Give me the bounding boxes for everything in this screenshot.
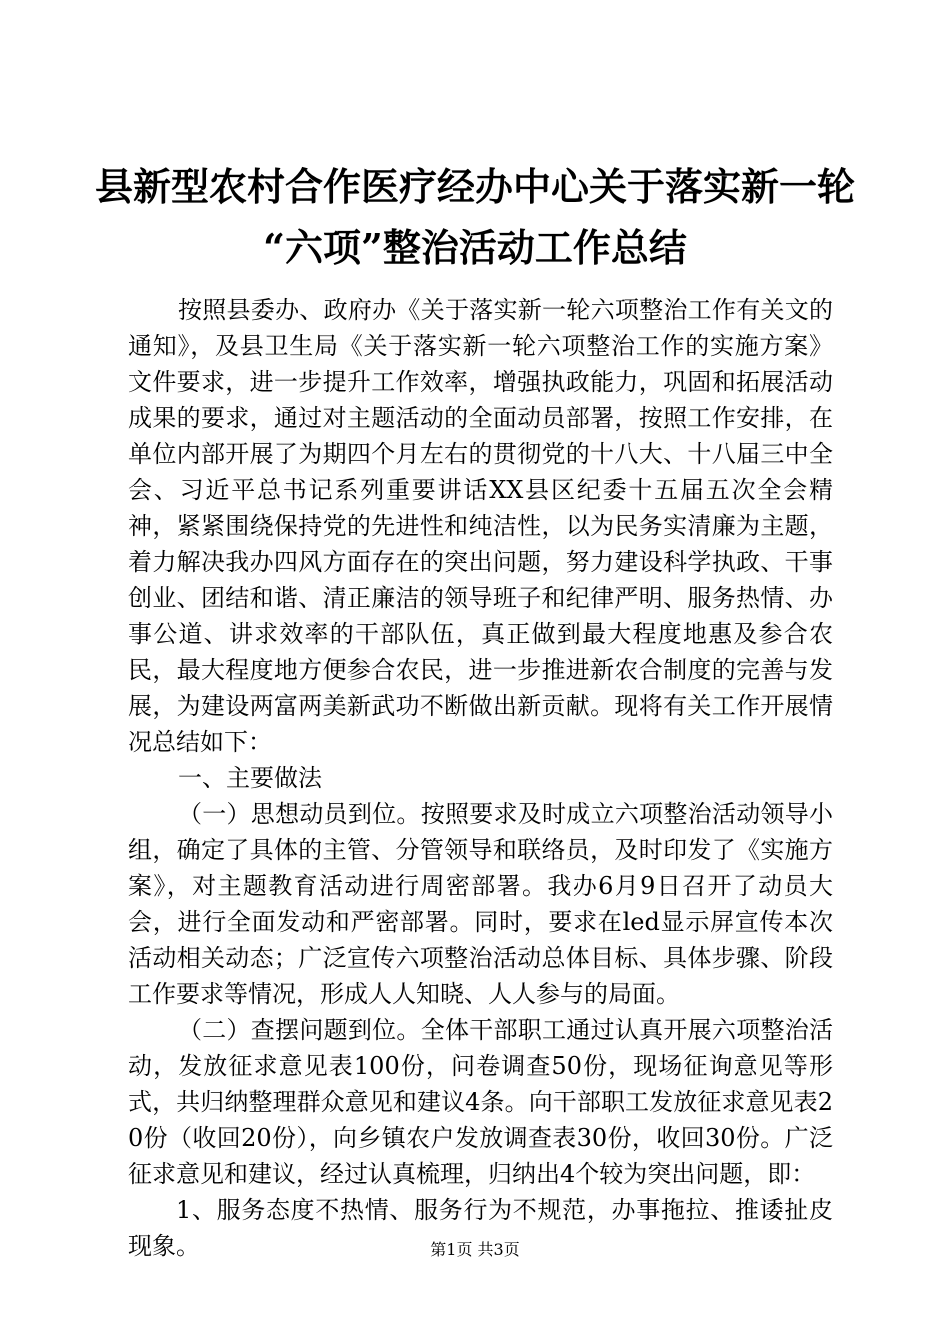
intro-paragraph: 按照县委办、政府办《关于落实新一轮六项整治工作有关文的通知》，及县卫生局《关于落实新一轮六项整治工作的实施方案》文件要求，进一步提升工作效率，增强执政能力，巩固和拓展活动成果的要求，通过对主题活动的全面动员部署，按照工作安排，在单位内部开展了为期四个月左右的贯彻党的十八大、十八届三中全会、习近平总书记系列重要讲话XX县区纪委十五届五次全会精神，紧紧围绕保持党的先进性和纯洁性，以为民务实清廉为主题，着力解决我办四风方面存在的突出问题，努力建设科学执政、干事创业、团结和谐、清正廉洁的领导班子和纪律严明、服务热情、办事公道、讲求效率的干部队伍，真正做到最大程度地惠及参合农民，最大程度地方便参合农民，进一步推进新农合制度的完善与发展，为建设两富两美新武功不断做出新贡献。现将有关工作开展情况总结如下： [128, 296, 833, 756]
paragraph-problem-finding: （二）查摆问题到位。全体干部职工通过认真开展六项整治活动，发放征求意见表100份，问卷调查50份，现场征询意见等形式，共归纳整理群众意见和建议4条。向干部职工发放征求意见表20份（收回20份），向乡镇农户发放调查表30份，收回30份。广泛征求意见和建议，经过认真梳理，归纳出4个较为突出问题，即： [128, 1016, 833, 1188]
document-title-line-2: “六项”整治活动工作总结 [263, 225, 687, 270]
section-heading-main-practices: 一、主要做法 [178, 764, 322, 792]
document-title-line-1: 县新型农村合作医疗经办中心关于落实新一轮 [94, 164, 855, 209]
paragraph-mobilization: （一）思想动员到位。按照要求及时成立六项整治活动领导小组，确定了具体的主管、分管领导和联络员，及时印发了《实施方案》，对主题教育活动进行周密部署。我办6月9日召开了动员大会，进行全面发动和严密部署。同时，要求在led显示屏宣传本次活动相关动态；广泛宣传六项整治活动总体目标、具体步骤、阶段工作要求等情况，形成人人知晓、人人参与的局面。 [128, 800, 833, 1008]
document-body [128, 292, 833, 1264]
page-number-footer: 第1页 共3页 [430, 1240, 520, 1259]
list-item-problem-1: 1、服务态度不热情、服务行为不规范，办事拖拉、推诿扯皮现象。 [128, 1196, 833, 1260]
